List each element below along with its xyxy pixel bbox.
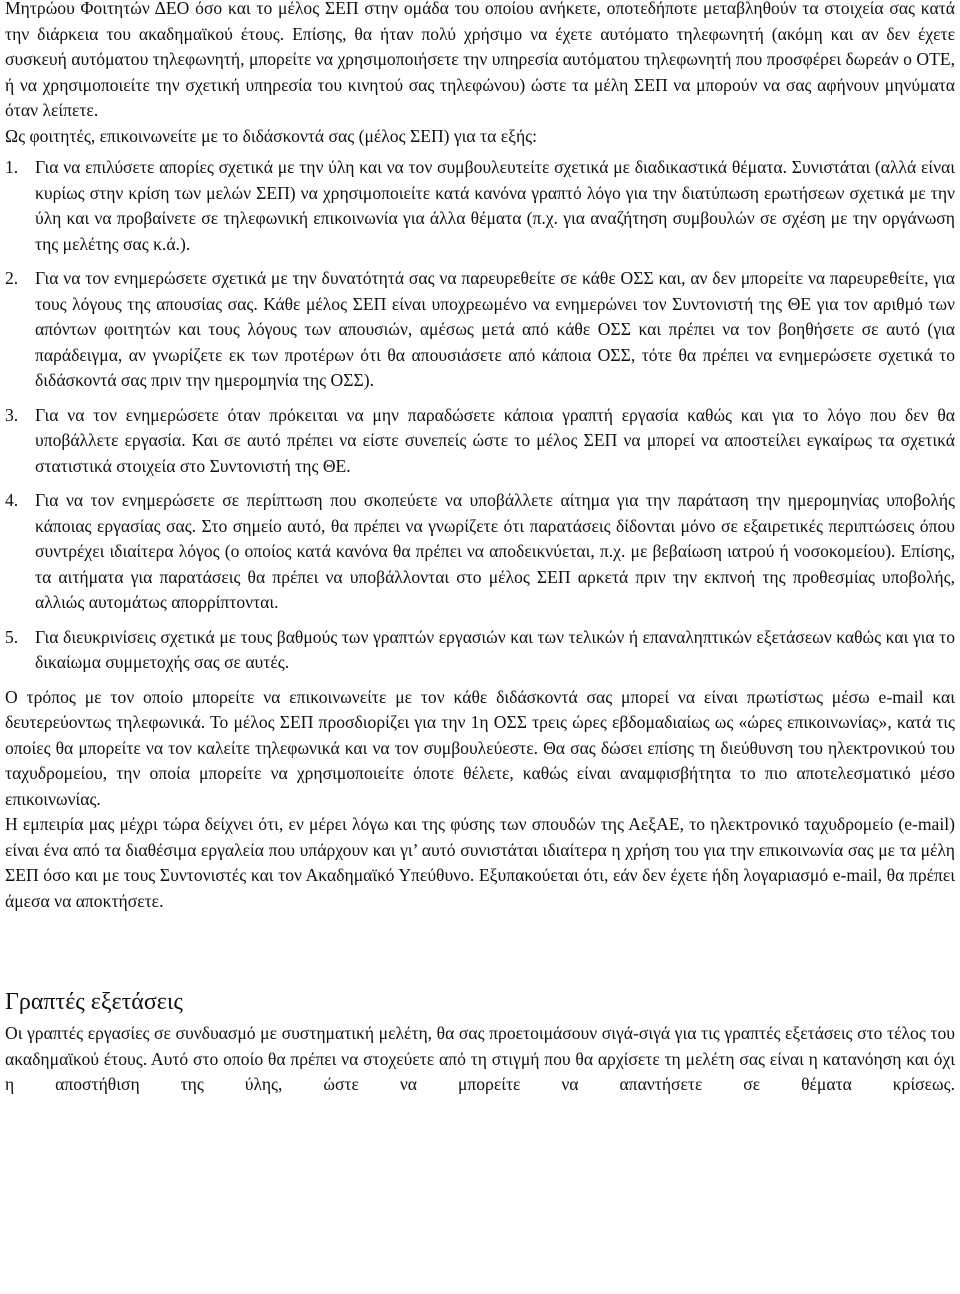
list-item-number: 1. — [5, 157, 19, 177]
list-item-number: 3. — [5, 404, 19, 425]
list-item-number: 2. — [5, 268, 19, 288]
list-item — [5, 266, 955, 394]
list-item-number: 5. — [5, 626, 19, 647]
contact-reasons-list — [5, 155, 955, 676]
list-item-text: Για να τον ενημερώσετε σε περίπτωση που σκοπεύετε να υποβάλλετε αίτημα για την παράταση την ημερομηνίας υποβολής κάποιας εργασίας σας. Στο σημείο αυτό, θα πρέπει να γνωρίζετε ότι παρατάσεις δίδονται μόνο σε εξαιρετικές περιπτώσεις όπου συντρέχει ιδιαίτερα λόγος (ο οποίος κατά κανόνα θα πρέπει να αποδεικνύεται, π.χ. με βεβαίωση ιατρού ή νοσοκομείου). Επίσης, τα αιτήματα για παρατάσεις θα πρέπει να υποβάλλονται στο μέλος ΣΕΠ αρκετά πριν την εκπνοή της προθεσμίας υποβολής, αλλιώς αυτομάτως απορρίπτονται. — [35, 490, 955, 612]
section-heading: Γραπτές εξετάσεις — [5, 989, 183, 1015]
list-item — [5, 488, 955, 616]
list-item-number: 4. — [5, 490, 19, 510]
section-paragraph: Οι γραπτές εργασίες σε συνδυασμό με συστηματική μελέτη, θα σας προετοιμάσουν σιγά-σιγά για τις γραπτές εξετάσεις στο τέλος του ακαδημαϊκού έτους. Αυτό στο οποίο θα πρέπει να στοχεύετε από τη στιγμή που θα αρχίσετε τη μελέτη σας είναι η κατανόηση και όχι η αποστήθιση της ύλης, ώστε να μπορείτε να απαντήσετε σε θέματα κρίσεως. — [5, 1023, 955, 1094]
list-item-text: Για να τον ενημερώσετε όταν πρόκειται να μην παραδώσετε κάποια γραπτή εργασία καθώς και για το λόγο που δεν θα υποβάλλετε εργασία. Και σε αυτό πρέπει να είστε συνεπείς ώστε το μέλος ΣΕΠ να μπορεί να αποστείλει εγκαίρως τα σχετικά στατιστικά στοιχεία στο Συντονιστή της ΘΕ. — [35, 404, 955, 476]
document-page — [5, 0, 955, 1098]
list-item-text: Για διευκρινίσεις σχετικά με τους βαθμούς των γραπτών εργασιών και των τελικών ή επαναληπτικών εξετάσεων καθώς και για το δικαίωμα συμμετοχής σας σε αυτές. — [35, 626, 955, 672]
list-item-text: Για να επιλύσετε απορίες σχετικά με την ύλη και να τον συμβουλευτείτε σχετικά με διαδικαστικά θέματα. Συνιστάται (αλλά είναι κυρίως στην κρίση των μελών ΣΕΠ) να χρησιμοποιείτε κατά κανόνα γραπτό λόγο για την διατύπωση ερωτήσεων σχετικά με την ύλη και να προβαίνετε σε τηλεφωνική επικοινωνία για άλλα θέματα (π.χ. για αναζήτηση συμβουλών σε σχέση με την οργάνωση της μελέτης σας κ.ά.). — [35, 157, 955, 254]
list-item — [5, 155, 955, 257]
list-intro-paragraph: Ως φοιτητές, επικοινωνείτε με το διδάσκοντά σας (μέλος ΣΕΠ) για τα εξής: — [5, 125, 538, 146]
list-item — [5, 403, 955, 480]
list-item-text: Για να τον ενημερώσετε σχετικά με την δυνατότητά σας να παρευρεθείτε σε κάθε ΟΣΣ και, αν δεν μπορείτε να παρευρεθείτε, για τους λόγους της απουσίας σας. Κάθε μέλος ΣΕΠ είναι υποχρεωμένο να ενημερώνει τον Συντονιστή της ΘΕ για τον αριθμό των απόντων φοιτητών και τους λόγους των απουσιών, αμέσως μετά από κάθε ΟΣΣ και πρέπει να τον βοηθήσετε σε αυτό (για παράδειγμα, αν γνωρίζετε εκ των προτέρων ότι θα απουσιάσετε από κάποια ΟΣΣ, τότε θα πρέπει να ενημερώσετε σχετικά το διδάσκοντά σας πριν την ημερομηνία της ΟΣΣ). — [35, 268, 955, 390]
experience-paragraph: Η εμπειρία μας μέχρι τώρα δείχνει ότι, εν μέρει λόγω και της φύσης των σπουδών της ΑεξΑΕ, το ηλεκτρονικό ταχυδρομείο (e-mail) είναι ένα από τα διαθέσιμα εργαλεία που υπάρχουν και γι’ αυτό συνιστάται ιδιαίτερα η χρήση του για την επικοινωνία σας με τα μέλη ΣΕΠ όσο και με τους Συντονιστές και τον Ακαδημαϊκό Υπεύθυνο. Εξυπακούεται ότι, εάν δεν έχετε ήδη λογαριασμό e-mail, θα πρέπει άμεσα να αποκτήσετε. — [5, 814, 955, 911]
intro-continuation-paragraph: Μητρώου Φοιτητών ΔΕΟ όσο και το μέλος ΣΕΠ στην ομάδα του οποίου ανήκετε, οποτεδήποτε μεταβληθούν τα στοιχεία σας κατά την διάρκεια του ακαδημαϊκού έτους. Επίσης, θα ήταν πολύ χρήσιμο να έχετε αυτόματο τηλεφωνητή (ακόμη και αν δεν έχετε συσκευή αυτόματου τηλεφωνητή, μπορείτε να χρησιμοποιήσετε την υπηρεσία αυτόματου τηλεφωνητή που προσφέρει δωρεάν ο ΟΤΕ, ή να χρησιμοποιείτε την σχετική υπηρεσία του κινητού σας τηλεφώνου) ώστε τα μέλη ΣΕΠ να μπορούν να σας αφήνουν μηνύματα όταν λείπετε. — [5, 0, 955, 120]
list-item — [5, 625, 955, 676]
contact-method-paragraph: Ο τρόπος με τον οποίο μπορείτε να επικοινωνείτε με τον κάθε διδάσκοντά σας μπορεί να είναι πρωτίστως μέσω e-mail και δευτερεύοντως τηλεφωνικά. Το μέλος ΣΕΠ προσδιορίζει για την 1η ΟΣΣ τρεις ώρες εβδομαδιαίως ως «ώρες επικοινωνίας», κατά τις οποίες θα μπορείτε να τον καλείτε τηλεφωνικά και να τον συμβουλεύεστε. Θα σας δώσει επίσης τη διεύθυνση του ηλεκτρονικού του ταχυδρομείου, την οποία μπορείτε να χρησιμοποιείτε όποτε θέλετε, καθώς είναι αναμφισβήτητα το πιο αποτελεσματικό μέσο επικοινωνίας. — [5, 686, 955, 809]
